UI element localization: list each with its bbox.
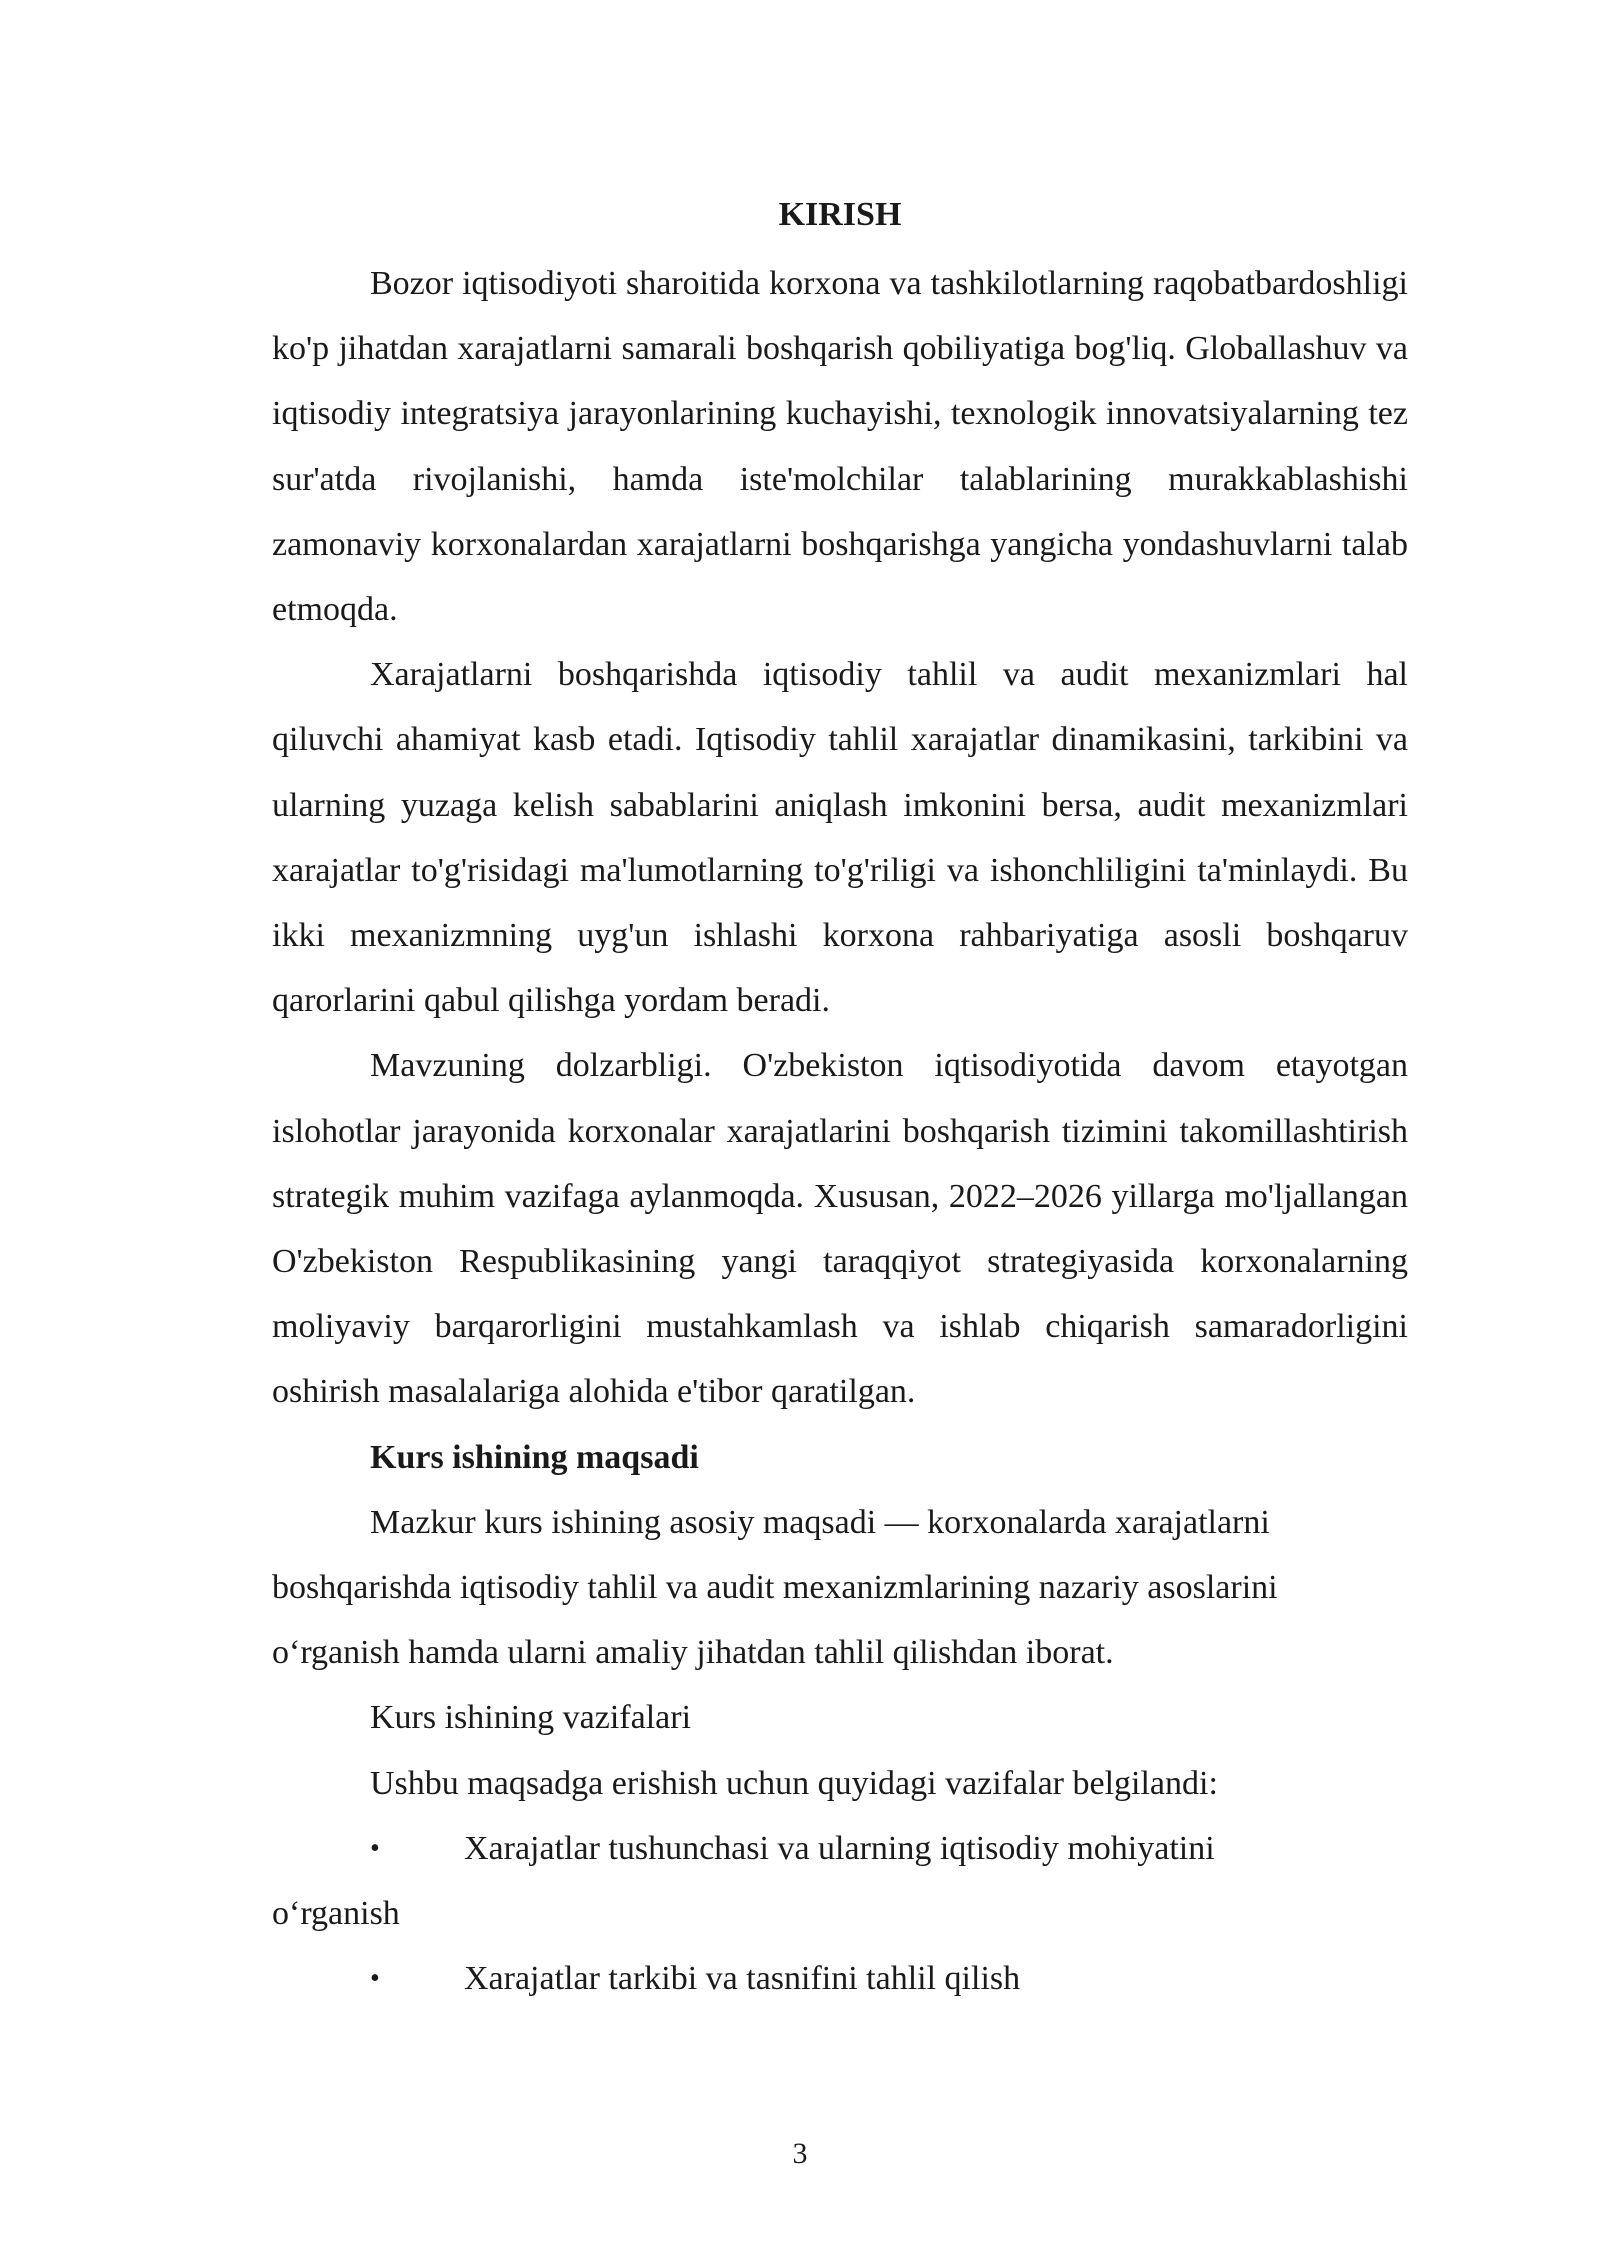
analysis-paragraph: Xarajatlarni boshqarishda iqtisodiy tahlil va audit mexanizmlari hal qiluvchi ahamiyat kasb etadi. Iqtisodiy tahlil xarajatlar dinamikasini, tarkibini va ularning yuzaga kelish sabablarini aniqlash imkonini bersa, audit mexanizmlari xarajatlar to'g'risidagi ma'lumotlarning to'g'riligi va ishonchliligini ta'minlaydi. Bu ikki mexanizmning uyg'un ishlashi korxona rahbariyatiga asosli boshqaruv qarorlarini qabul qilishga yordam beradi. bbox=[272, 656, 1408, 1020]
relevance-paragraph: Mavzuning dolzarbligi. O'zbekiston iqtisodiyotida davom etayotgan islohotlar jarayonida korxonalar xarajatlarini boshqarish tizimini takomillashtirish strategik muhim vazifaga aylanmoqda. Xususan, 2022–2026 yillarga mo'ljallangan O'zbekiston Respublikasining yangi taraqqiyot strategiyasida korxonalarning moliyaviy barqarorligini mustahkamlash va ishlab chiqarish samaradorligini oshirish masalalariga alohida e'tibor qaratilgan. bbox=[272, 1047, 1408, 1411]
tasks-heading: Kurs ishining vazifalari bbox=[370, 1699, 692, 1737]
list-item-continuation: o‘rganish bbox=[272, 1895, 400, 1933]
page-number: 3 bbox=[792, 2137, 808, 2170]
page-content bbox=[272, 186, 1408, 2011]
intro-paragraph: Bozor iqtisodiyoti sharoitida korxona va tashkilotlarning raqobatbardoshligi ko'p jihatdan xarajatlarni samarali boshqarish qobiliyatiga bog'liq. Globallashuv va iqtisodiy integratsiya jarayonlarining kuchayishi, texnologik innovatsiyalarning tez sur'atda rivojlanishi, hamda iste'molchilar talablarining murakkablashishi zamonaviy korxonalardan xarajatlarni boshqarishga yangicha yondashuvlarni talab etmoqda. bbox=[272, 265, 1408, 629]
task-list bbox=[272, 1816, 1408, 2012]
bullet-icon: • bbox=[370, 1963, 380, 1995]
section-title: KIRISH bbox=[778, 196, 902, 233]
goal-paragraph: Mazkur kurs ishining asosiy maqsadi — korxonalarda xarajatlarni boshqarishda iqtisodiy tahlil va audit mexanizmlarining nazariy asoslarini o‘rganish hamda ularni amaliy jihatdan tahlil qilishdan iborat. bbox=[272, 1503, 1278, 1672]
bullet-icon: • bbox=[370, 1832, 380, 1864]
list-item bbox=[272, 1816, 1408, 1946]
list-item-text: Xarajatlar tarkibi va tasnifini tahlil qilish bbox=[464, 1960, 1021, 1998]
goal-heading: Kurs ishining maqsadi bbox=[370, 1438, 699, 1476]
list-item-text: Xarajatlar tushunchasi va ularning iqtisodiy mohiyatini bbox=[464, 1829, 1215, 1867]
tasks-intro: Ushbu maqsadga erishish uchun quyidagi vazifalar belgilandi: bbox=[370, 1764, 1218, 1802]
list-item bbox=[272, 1946, 1408, 2011]
